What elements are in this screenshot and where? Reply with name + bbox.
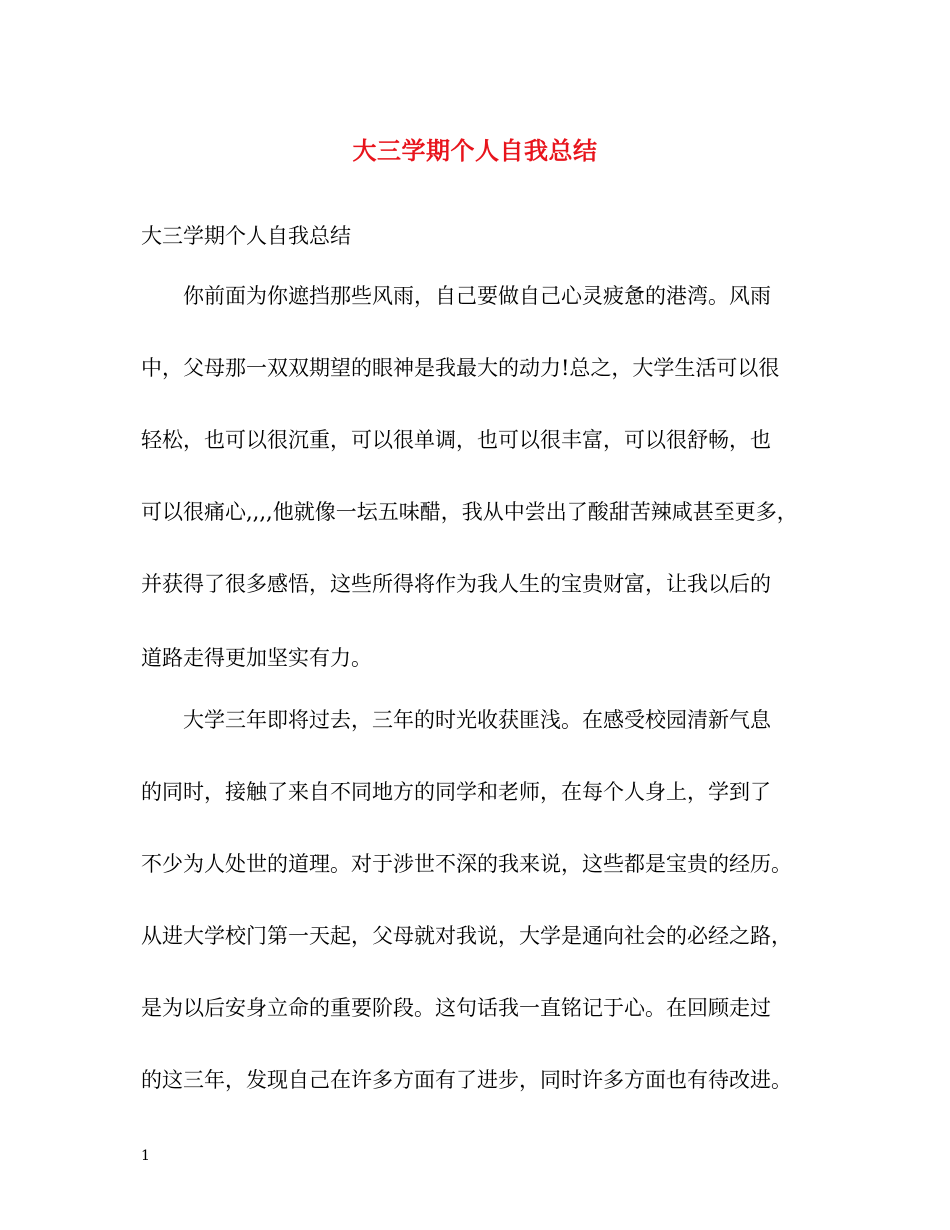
document-title: 大三学期个人自我总结	[352, 136, 598, 165]
paragraph-1-line-1: 你前面为你遮挡那些风雨，自己要做自己心灵疲惫的港湾。风雨	[183, 284, 771, 308]
paragraph-1-line-3: 轻松，也可以很沉重，可以很单调，也可以很丰富，可以很舒畅，也	[141, 428, 771, 452]
paragraph-1-line-4: 可以很痛心,,,,他就像一坛五味醋，我从中尝出了酸甜苦辣咸甚至更多，	[141, 500, 798, 524]
page-number: 1	[141, 1148, 150, 1164]
paragraph-2-line-1: 大学三年即将过去，三年的时光收获匪浅。在感受校园清新气息	[183, 708, 771, 732]
paragraph-2-line-5: 是为以后安身立命的重要阶段。这句话我一直铭记于心。在回顾走过	[141, 996, 771, 1020]
paragraph-2-line-2: 的同时，接触了来自不同地方的同学和老师，在每个人身上，学到了	[141, 780, 771, 804]
paragraph-2-line-3: 不少为人处世的道理。对于涉世不深的我来说，这些都是宝贵的经历。	[141, 852, 792, 876]
paragraph-2-line-4: 从进大学校门第一天起，父母就对我说，大学是通向社会的必经之路，	[141, 924, 792, 948]
paragraph-1-line-6: 道路走得更加坚实有力。	[141, 646, 372, 670]
paragraph-1-line-2: 中，父母那一双双期望的眼神是我最大的动力!总之，大学生活可以很	[141, 356, 780, 380]
paragraph-2-line-6: 的这三年，发现自己在许多方面有了进步，同时许多方面也有待改进。	[141, 1068, 792, 1092]
paragraph-1-line-5: 并获得了很多感悟，这些所得将作为我人生的宝贵财富，让我以后的	[141, 572, 771, 596]
document-subtitle: 大三学期个人自我总结	[141, 224, 351, 248]
